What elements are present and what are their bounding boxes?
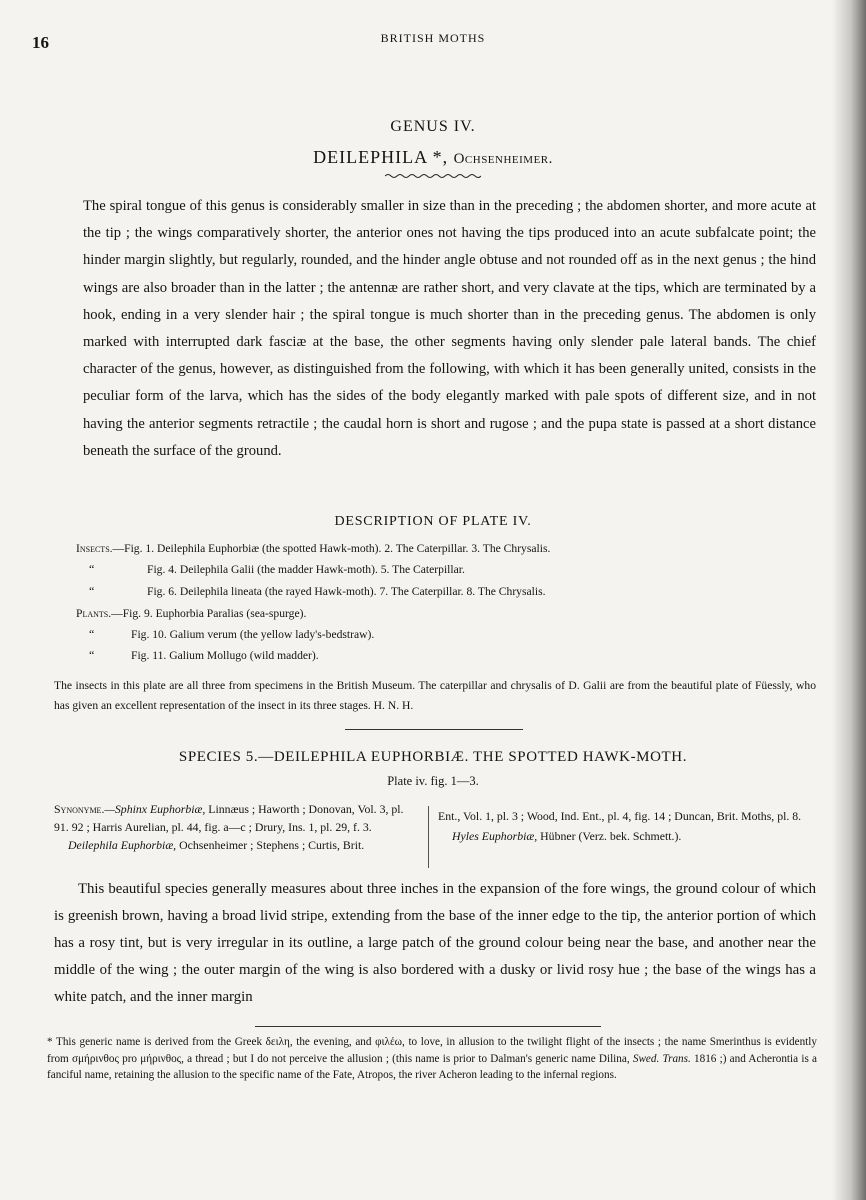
synonyme-4-rest: Hübner (Verz. bek. Schmett.). xyxy=(537,828,682,843)
synonyme-column-divider xyxy=(428,806,429,868)
synonyme-2-name: Deilephila Euphorbiæ, xyxy=(68,837,177,852)
insects-label: Insects. xyxy=(76,542,113,555)
page-edge-shadow xyxy=(832,0,866,1200)
plate-reference: Plate iv. fig. 1—3. xyxy=(387,774,479,788)
plate-note-paragraph: The insects in this plate are all three from specimens in the British Museum. The caterpillar and chrysalis of D. Galii are from the beautiful plate of Füessly, who has given an excellent representation of the insect in its three stages. H. N. H. xyxy=(54,679,816,712)
species-body-text: This beautiful species generally measures about three inches in the expansion of the fore wings, the ground colour of which is greenish brown, having a broad livid stripe, extending from the base of the inner edge to the tip, the anterior portion of which has a rosy tint, but is very irregular in its outline, a large patch of the ground colour being near the base, and another near the middle of the wing ; the outer margin of the wing is also bordered with a dusky or livid rosy hue ; the base of the wings has a white patch, and the inner margin xyxy=(54,881,816,1005)
species-title: SPECIES 5.—DEILEPHILA EUPHORBIÆ. THE SPOTTED HAWK-MOTH. xyxy=(178,749,688,765)
synonyme-1-rest: Linnæus ; Haworth ; Donovan, Vol. 3, pl. 91. 92 ; Harris Aurelian, pl. 44, fig. a—c ; Drury, Ins. 1, pl. 29, f. 3. xyxy=(54,802,404,834)
footnote xyxy=(47,1034,817,1084)
genus-description-paragraph: The spiral tongue of this genus is considerably smaller in size than in the preceding ; the abdomen shorter, and more acute at the tip ; the wings comparatively shorter, the anterior ones not having the tips produced into an acute subfalcate point; the hinder margin slightly, but regularly, rounded, and the hinder angle obtuse and not rounded off as in the next genus ; the hind wings are also broader than in the latter ; the antennæ are rather short, and very clavate at the tips, which are terminated by a hook, ending in a very slender hair ; the spiral tongue is much shorter than in the preceding genus. The abdomen is only marked with interrupted dark fasciæ at the base, the other segments having only slender pale lateral bands. The chief character of the genus, however, as distinguished from the following, with which it has been generally united, consists in the peculiar form of the larva, which has the sides of the body elegantly marked with pale spots of different size, and in not having the anterior segments retractile ; the caudal horn is short and rugose ; and the pupa state is passed at a short distance beneath the surface of the ground. xyxy=(83,198,816,459)
plants-label: Plants. xyxy=(76,607,112,620)
plants-line-1-text: —Fig. 9. Euphorbia Paralias (sea-spurge). xyxy=(111,607,307,620)
plate-plants-line-1 xyxy=(76,607,306,620)
ditto-mark: “ xyxy=(89,648,95,662)
page-number: 16 xyxy=(32,33,49,52)
ditto-mark: “ xyxy=(89,627,95,641)
plate-insects-line-2: Fig. 4. Deilephila Galii (the madder Hawk-moth). 5. The Caterpillar. xyxy=(147,563,465,576)
plate-insects-line-3: Fig. 6. Deilephila lineata (the rayed Hawk-moth). 7. The Caterpillar. 8. The Chrysalis. xyxy=(147,585,546,598)
genus-name xyxy=(0,147,866,168)
synonyme-2-rest: Ochsenheimer ; Stephens ; Curtis, Brit. xyxy=(176,837,365,852)
genus-name-text: DEILEPHILA *, xyxy=(313,147,449,167)
genus-author: Ochsenheimer. xyxy=(453,151,553,167)
running-title: BRITISH MOTHS xyxy=(380,31,486,45)
synonyme-label: Synonyme. xyxy=(54,802,105,816)
synonyme-entry-4 xyxy=(438,828,816,846)
synonyme-entry-3: Ent., Vol. 1, pl. 3 ; Wood, Ind. Ent., pl. 4, fig. 14 ; Duncan, Brit. Moths, pl. 8. xyxy=(438,809,802,823)
footnote-part-3: 1816 ;) and Acherontia is a fanciful name, retaining the allusion to the specific name of the Fate, Atropos, the river Acheron leading to the infernal regions. xyxy=(47,1052,817,1081)
wavy-ornament xyxy=(385,172,481,180)
genus-heading: GENUS IV. xyxy=(390,118,476,135)
plate-plants-line-3: Fig. 11. Galium Mollugo (wild madder). xyxy=(131,649,319,662)
plate-plants-line-2: Fig. 10. Galium verum (the yellow lady's-bedstraw). xyxy=(131,628,375,641)
section-divider xyxy=(345,729,523,730)
footnote-part-1: * This generic name is derived from the Greek δειλη, the evening, and φιλέω, to love, in allusion to the twilight flight of the insects ; the name Smerinthus is evidently from σμήρινθος pro μήρινθος, a thread ; but I do not perceive the allusion ; (this name is prior to Dalman's generic name Dilina, xyxy=(47,1036,817,1065)
insects-line-1-text: —Fig. 1. Deilephila Euphorbiæ (the spotted Hawk-moth). 2. The Caterpillar. 3. The Chrysalis. xyxy=(112,542,551,555)
synonyme-right-column xyxy=(438,808,816,846)
ditto-mark: “ xyxy=(89,584,95,598)
footnote-italic: Swed. Trans. xyxy=(632,1052,691,1065)
ditto-mark: “ xyxy=(89,562,95,576)
species-description-paragraph xyxy=(54,876,816,1011)
synonyme-entry-1 xyxy=(54,801,418,837)
synonyme-left-column xyxy=(54,801,418,854)
synonyme-entry-2 xyxy=(54,837,418,855)
plate-insects-line-1 xyxy=(76,542,550,555)
plate-description-title: DESCRIPTION OF PLATE IV. xyxy=(334,514,532,529)
synonyme-1-name: —Sphinx Euphorbiæ, xyxy=(104,802,206,816)
footnote-rule xyxy=(255,1026,601,1027)
synonyme-4-name: Hyles Euphorbiæ, xyxy=(452,828,538,843)
